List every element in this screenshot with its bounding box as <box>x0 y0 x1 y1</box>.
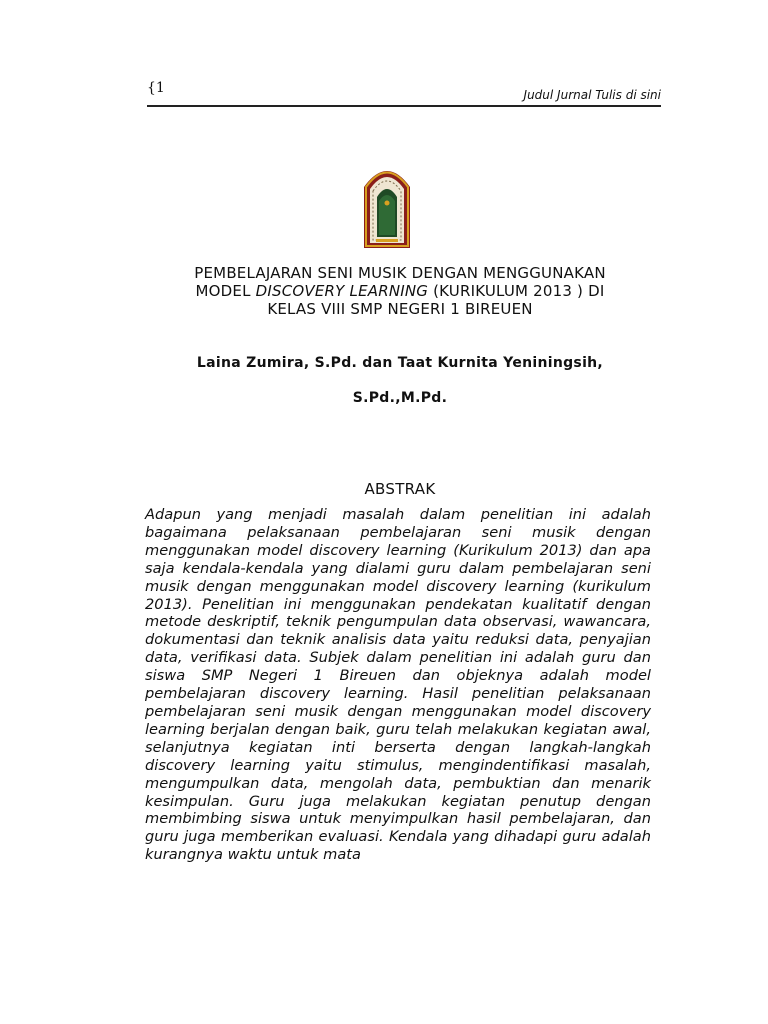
page-number: {1 <box>147 80 165 96</box>
running-head-title: Judul Jurnal Tulis di sini <box>147 88 661 107</box>
university-emblem-icon <box>363 157 411 249</box>
title-line-2-suffix: (KURIKULUM 2013 ) DI <box>428 282 605 300</box>
article-title <box>130 264 670 318</box>
abstract-body: Adapun yang menjadi masalah dalam penelitian ini adalah bagaimana pelaksanaan pembelajaran seni musik dengan menggunakan model discovery learning (Kurikulum 2013) dan apa saja kendala-kendala yang dialami guru dalam pembelajaran seni musik dengan menggunakan model discovery learning (kurikulum 2013). Penelitian ini menggunakan pendekatan kualitatif dengan metode deskriptif, teknik pengumpulan data observasi, wawancara, dokumentasi dan teknik analisis data yaitu reduksi data, penyajian data, verifikasi data. Subjek dalam penelitian ini adalah guru dan siswa SMP Negeri 1 Bireuen dan objeknya adalah model pembelajaran discovery learning. Hasil penelitian pelaksanaan pembelajaran seni musik dengan menggunakan model discovery learning berjalan dengan baik, guru telah melakukan kegiatan awal, selanjutnya kegiatan inti berserta dengan langkah-langkah discovery learning yaitu stimulus, mengindentifikasi masalah, mengumpulkan data, mengolah data, pembuktian dan menarik kesimpulan. Guru juga melakukan kegiatan penutup dengan membimbing siswa untuk menyimpulkan hasil pembelajaran, dan guru juga memberikan evaluasi. Kendala yang dihadapi guru adalah kurangnya waktu untuk mata <box>145 506 651 864</box>
authors-line-2: S.Pd.,M.Pd. <box>352 390 448 406</box>
abstract-heading: ABSTRAK <box>364 480 436 498</box>
title-line-3: KELAS VIII SMP NEGERI 1 BIREUEN <box>267 300 533 318</box>
title-line-2-italic: DISCOVERY LEARNING <box>255 282 429 300</box>
title-line-2-prefix: MODEL <box>195 282 256 300</box>
title-line-1: PEMBELAJARAN SENI MUSIK DENGAN MENGGUNAKAN <box>194 264 606 282</box>
title-line-2 <box>130 282 670 300</box>
authors-line-1: Laina Zumira, S.Pd. dan Taat Kurnita Yeniningsih, <box>196 355 604 371</box>
